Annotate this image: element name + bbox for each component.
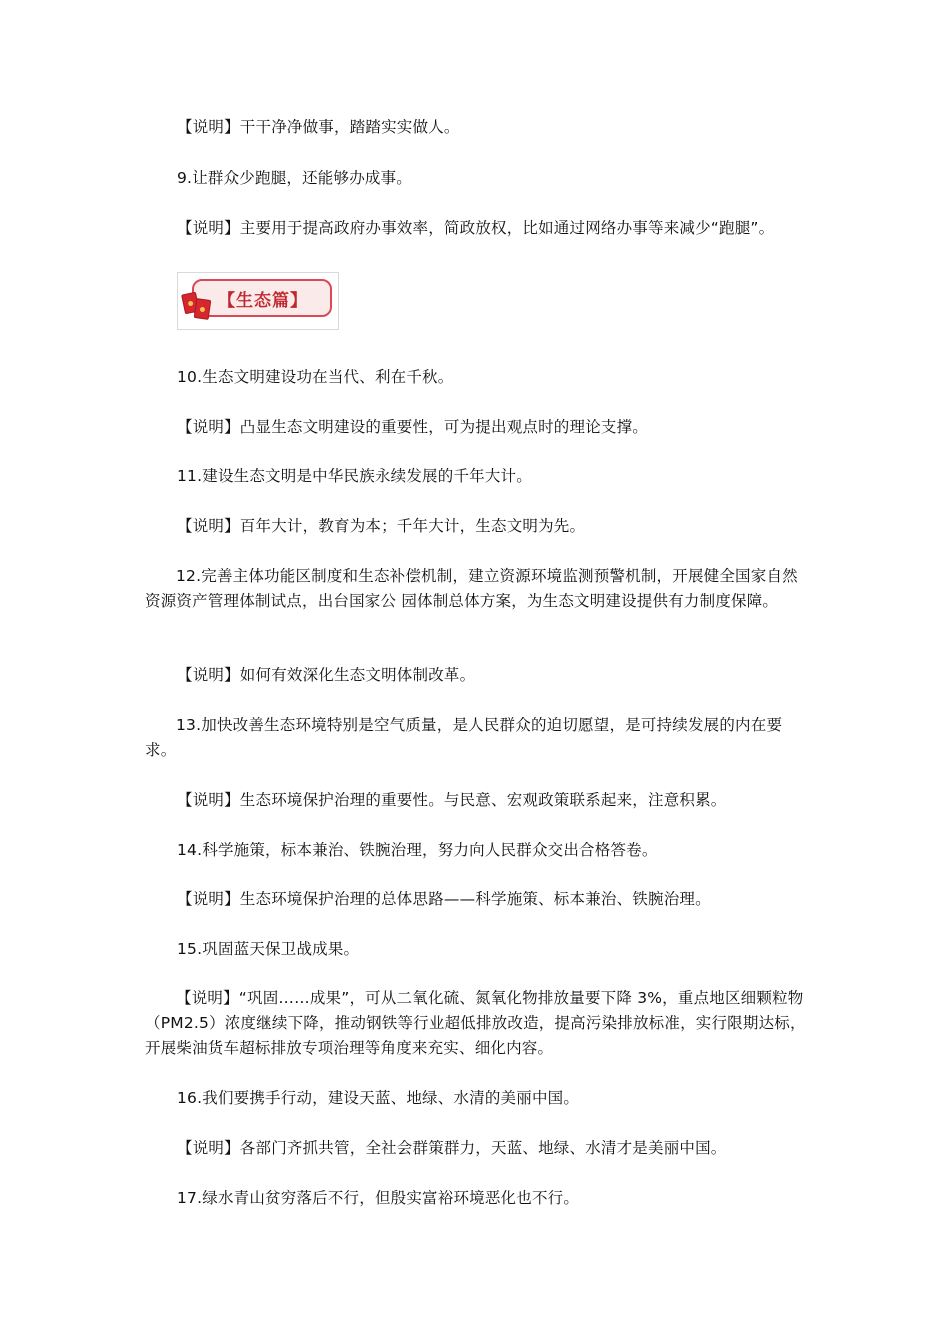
red-envelope-icon — [194, 298, 212, 320]
note-line: 【说明】干干净净做事，踏踏实实做人。 — [177, 118, 460, 136]
item-12-paragraph — [145, 564, 810, 614]
item-12-text: 12.完善主体功能区制度和生态补偿机制，建立资源环境监测预警机制，开展健全国家自然资源资产管理体制试点，出台国家公 园体制总体方案，为生态文明建设提供有力制度保障。 — [145, 567, 798, 610]
note-line: 【说明】各部门齐抓共管，全社会群策群力，天蓝、地绿、水清才是美丽中国。 — [177, 1139, 727, 1157]
note-line: 【说明】生态环境保护治理的总体思路——科学施策、标本兼治、铁腕治理。 — [177, 890, 711, 908]
note-line: 【说明】生态环境保护治理的重要性。与民意、宏观政策联系起来，注意积累。 — [177, 791, 727, 809]
item-15: 15.巩固蓝天保卫战成果。 — [177, 940, 360, 958]
note-15-paragraph — [145, 986, 810, 1061]
item-17: 17.绿水青山贫穷落后不行，但殷实富裕环境恶化也不行。 — [177, 1189, 580, 1207]
item-10: 10.生态文明建设功在当代、利在千秋。 — [177, 368, 454, 386]
section-banner — [177, 272, 339, 330]
item-13-text: 13.加快改善生态环境特别是空气质量，是人民群众的迫切愿望，是可持续发展的内在要求。 — [145, 716, 783, 759]
section-title: 【生态篇】 — [218, 291, 308, 311]
item-11: 11.建设生态文明是中华民族永续发展的千年大计。 — [177, 467, 532, 485]
note-line: 【说明】凸显生态文明建设的重要性，可为提出观点时的理论支撑。 — [177, 418, 649, 436]
item-13-paragraph — [145, 713, 810, 763]
note-line: 【说明】如何有效深化生态文明体制改革。 — [177, 666, 476, 684]
note-15-text: 【说明】“巩固……成果”，可从二氧化硫、氮氧化物排放量要下降 3%，重点地区细颗粒物（PM2.5）浓度继续下降，推动钢铁等行业超低排放改造，提高污染排放标准，实行限期达标，开展柴油货车超标排放专项治理等角度来充实、细化内容。 — [145, 989, 806, 1057]
note-line: 【说明】主要用于提高政府办事效率，简政放权，比如通过网络办事等来减少“跑腿”。 — [177, 219, 775, 237]
item-9: 9.让群众少跑腿，还能够办成事。 — [177, 169, 412, 187]
item-16: 16.我们要携手行动，建设天蓝、地绿、水清的美丽中国。 — [177, 1089, 580, 1107]
item-14: 14.科学施策，标本兼治、铁腕治理，努力向人民群众交出合格答卷。 — [177, 841, 658, 859]
note-line: 【说明】百年大计，教育为本；千年大计，生态文明为先。 — [177, 517, 586, 535]
